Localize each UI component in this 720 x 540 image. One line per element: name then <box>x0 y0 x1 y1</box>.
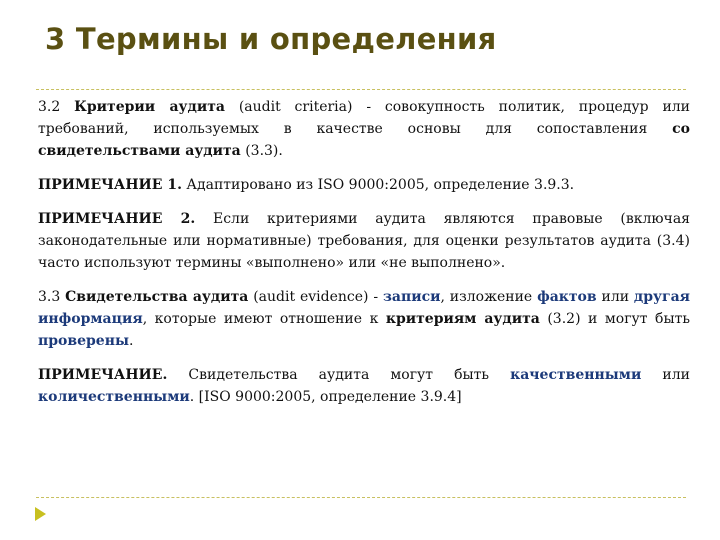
term-audit-evidence: Свидетельства аудита <box>65 289 249 305</box>
definition-text: - совокупность политик, процедур или требований, используемых в качестве основы для сопоставления <box>38 99 690 137</box>
next-slide-arrow-icon[interactable] <box>35 507 46 521</box>
link-other-information[interactable]: другая информация <box>38 289 690 327</box>
definition-text: , которые имеют отношение к <box>142 311 386 327</box>
content-body <box>38 96 690 420</box>
definition-text: или <box>596 289 634 305</box>
definition-text: , изложение <box>440 289 538 305</box>
definition-3-2 <box>38 96 690 162</box>
definition-text: (3.2) и могут быть <box>539 311 690 327</box>
reference-term: со свидетельствами аудита <box>38 121 690 159</box>
note-text: Если критериями аудита являются правовые (включая законодательные или нормативные) требования, для оценки результатов аудита (3.4) часто используют термины «выполнено» или «не выполнено». <box>38 211 690 271</box>
clause-number: 3.2 <box>38 99 61 115</box>
clause-number: 3.3 <box>38 289 61 305</box>
slide-title: 3 Термины и определения <box>45 22 497 56</box>
term-audit-criteria-ref: критериям аудита <box>385 311 540 327</box>
link-facts[interactable]: фактов <box>537 289 597 305</box>
definition-3-3 <box>38 286 690 352</box>
note-2 <box>38 208 690 274</box>
link-verified[interactable]: проверены <box>38 333 129 349</box>
top-divider <box>36 89 686 90</box>
term-audit-criteria: Критерии аудита <box>74 99 225 115</box>
note-1 <box>38 174 690 196</box>
reference-number: (3.3). <box>240 143 283 159</box>
english-term: (audit criteria) <box>238 99 353 115</box>
note-label: ПРИМЕЧАНИЕ 2. <box>38 211 196 227</box>
note-label: ПРИМЕЧАНИЕ. <box>38 367 168 383</box>
note-text: Адаптировано из ISO 9000:2005, определение 3.9.3. <box>181 177 575 193</box>
link-records[interactable]: записи <box>382 289 441 305</box>
note-3 <box>38 364 690 408</box>
bottom-divider <box>36 497 686 498</box>
definition-text: . <box>129 333 134 349</box>
note-text: Свидетельства аудита могут быть <box>167 367 511 383</box>
link-qualitative[interactable]: качественными <box>510 367 642 383</box>
note-label: ПРИМЕЧАНИЕ 1. <box>38 177 182 193</box>
note-text: . [ISO 9000:2005, определение 3.9.4] <box>189 389 462 405</box>
note-text: или <box>641 367 690 383</box>
link-quantitative[interactable]: количественными <box>38 389 190 405</box>
english-term: (audit evidence) - <box>248 289 383 305</box>
